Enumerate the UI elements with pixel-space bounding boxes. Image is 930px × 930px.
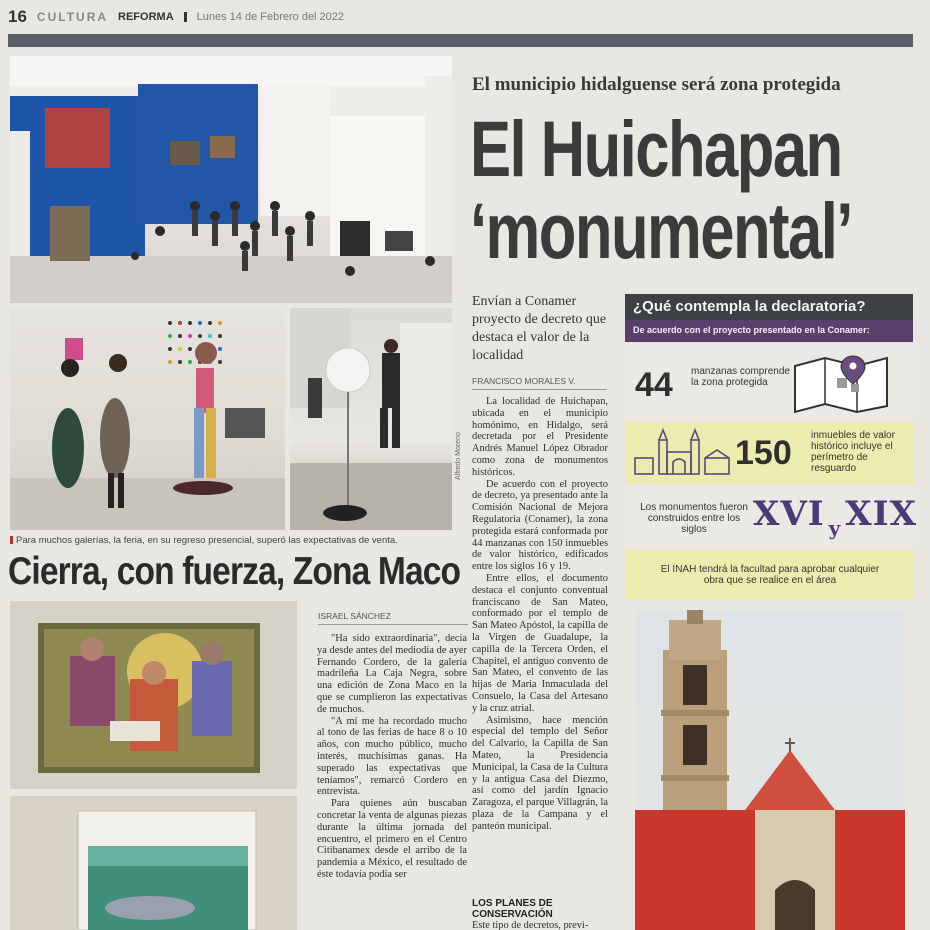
caption-marker	[10, 536, 13, 544]
headline-line-2: ‘monumental’	[470, 186, 852, 275]
photo-caption	[10, 535, 398, 546]
inmuebles-number: 150	[735, 434, 792, 472]
headline-line-1: El Huichapan	[470, 104, 842, 193]
art-fair-photo	[10, 56, 452, 303]
issue-date: Lunes 14 de Febrero del 2022	[196, 11, 345, 23]
inmuebles-panel	[625, 422, 913, 484]
page-header	[8, 6, 344, 28]
huichapan-body	[472, 396, 608, 894]
maco-byline: ISRAEL SÁNCHEZ	[318, 611, 468, 625]
body-paragraph: "Ha sido extraordinaria", decía ya desde antes del mediodía de ayer Fernando Cordero, de la galería madrileña La Caja Negra, sobre una edición de Zona Maco en la que se cumplieron las expectativas de muchos.	[317, 633, 467, 715]
article-headline	[470, 104, 852, 275]
huichapan-byline: FRANCISCO MORALES V.	[472, 376, 607, 390]
century-and: y	[828, 516, 842, 540]
page-number: 16	[8, 7, 27, 26]
centuries-text: Los monumentos fueron construidos entre los siglos	[640, 502, 748, 535]
inah-panel	[625, 550, 913, 600]
manzanas-text: manzanas comprende la zona protegida	[691, 366, 790, 388]
maco-headline: Cierra, con fuerza, Zona Maco	[8, 550, 461, 593]
section-subhead: LOS PLANES DE CONSERVACIÓN	[472, 898, 553, 920]
buildings-icon	[633, 428, 733, 478]
manzanas-number: 44	[635, 366, 673, 404]
body-paragraph: "A mí me ha recordado mucho al tono de las ferias de hace 8 o 10 años, con mucho público, mucho interés, muchísimas ganas. Ha superado las expectativas que teníamos", remarcó Cordero en entrevista.	[317, 715, 467, 798]
sculpture-photo	[10, 308, 285, 530]
inmuebles-text: inmuebles de valor histórico incluye el perímetro de resguardo	[811, 430, 895, 474]
body-paragraph: De acuerdo con el proyecto de decreto, ya presentado ante la Comisión Nacional de Mejora Regulatoria (Conamer), la zona protegida estará conformada por 44 manzanas con 150 inmuebles de valor histórico, edificados entre los siglos 16 y 19.	[472, 478, 608, 573]
article-deck: Envían a Conamer proyecto de decreto que destaca el valor de la localidad	[472, 294, 607, 363]
painting-photo-2	[10, 796, 297, 930]
photo-credit: Alfredo Moreno	[455, 432, 462, 480]
map-pin-icon	[793, 354, 889, 414]
declaratoria-infographic	[625, 294, 917, 586]
painting-photo-1	[10, 601, 297, 789]
maco-body	[317, 633, 467, 930]
header-separator	[184, 12, 187, 22]
manzanas-panel	[625, 346, 913, 420]
balloon-sculpture-photo	[290, 308, 452, 530]
caption-text: Para muchos galerías, la feria, en su regreso presencial, superó las expectativas de venta.	[16, 535, 398, 546]
body-paragraph: Entre ellos, el documento destaca el conjunto conventual franciscano de San Mateo, conformado por el templo de San Mateo Apóstol, la capilla de la Virgen de Guadalupe, la capilla de la Tercera Orden, el Chapitel, el antiguo convento de San Mateo, el convento de las hijas de María Inmaculada del Consuelo, la Casa del Artesano y la cruz atrial.	[472, 572, 608, 714]
century-start: XVI	[753, 494, 825, 534]
centuries-panel	[625, 486, 917, 548]
body-paragraph: La localidad de Huichapan, ubicada en el municipio homónimo, en Hidalgo, será decretada por el Presidente Andrés Manuel López Obrador como zona de monumentos históricos.	[472, 396, 608, 478]
church-photo	[635, 610, 905, 930]
newspaper-name: REFORMA	[118, 11, 174, 23]
centuries-range	[753, 494, 917, 540]
infographic-subtitle: De acuerdo con el proyecto presentado en la Conamer:	[625, 320, 913, 342]
inah-text: El INAH tendrá la facultad para aprobar cualquier obra que se realice en el área	[660, 564, 880, 586]
continued-text: Este tipo de decretos, previ-	[472, 920, 589, 930]
section-name: CULTURA	[36, 10, 109, 24]
century-end: XIX	[845, 494, 917, 534]
infographic-title: ¿Qué contempla la declaratoria?	[625, 294, 913, 320]
body-paragraph: Para quienes aún buscaban concretar la venta de algunas piezas durante la última jornada del encuentro, el primero en el Centro Citibanamex desde el arribo de la pandemia a México, el resultado de éste todavía podía ser	[317, 798, 467, 880]
article-kicker: El municipio hidalguense será zona protegida	[472, 74, 841, 95]
body-paragraph: Asimismo, hace mención especial del templo del Señor del Calvario, la Capilla de San Mateo, la Presidencia Municipal, la Casa de la Cultura y la antigua Casa del Diezmo, así como del jardín Ignacio Zaragoza, el parque Villagrán, la plaza de la Campana y el panteón municipal.	[472, 714, 608, 832]
header-rule	[8, 34, 913, 47]
